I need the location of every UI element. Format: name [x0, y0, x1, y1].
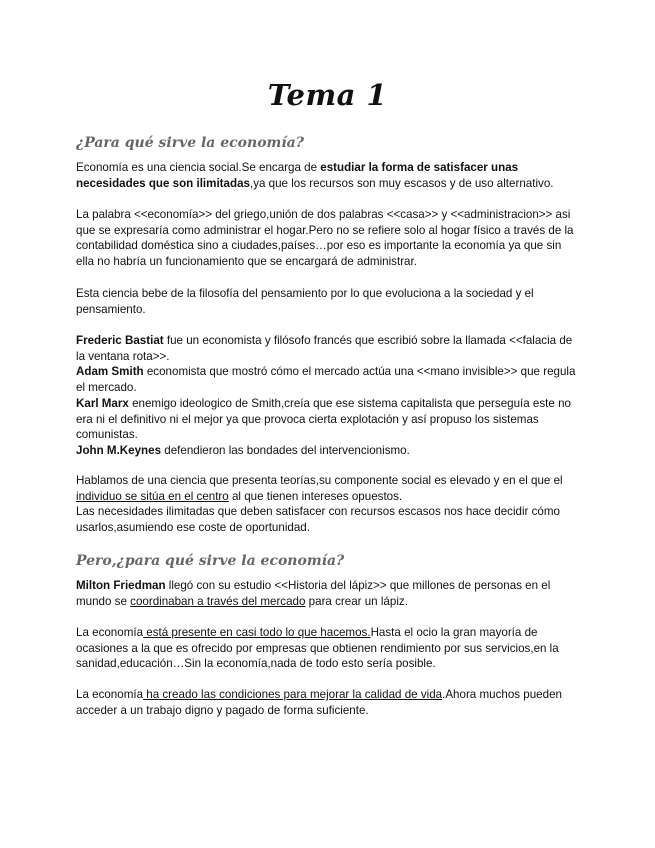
paragraph-friedman [76, 578, 576, 609]
economist-description: economista que mostró cómo el mercado actúa una <<mano invisible>> que regula el mercado. [76, 365, 576, 395]
economists-list [76, 333, 576, 459]
list-item [76, 364, 576, 395]
underlined-text: ha creado las condiciones para mejorar la calidad de vida [143, 688, 443, 701]
section-heading-2: Pero,¿para qué sirve la economía? [76, 553, 345, 569]
page-title: Tema 1 [267, 78, 388, 112]
underlined-text: coordinaban a través del mercado [130, 594, 306, 608]
underlined-text: está presente en casi todo lo que hacemos. [143, 626, 371, 639]
text-line-group: Las necesidades ilimitadas que deben satisfacer con recursos escasos nos hace decidir cómo usarlos,asumiendo ese coste de oportunidad. [76, 505, 560, 535]
paragraph-definition [76, 160, 576, 191]
section-heading-1: ¿Para qué sirve la economía? [76, 135, 304, 151]
economist-description: defendieron las bondades del intervencionismo. [161, 443, 410, 457]
economist-name: Adam Smith [76, 365, 144, 379]
text-run: al que tienen intereses opuestos. [228, 489, 403, 503]
economist-name: Milton Friedman [76, 579, 166, 592]
economist-name: Karl Marx [76, 396, 129, 410]
text-run: La economía [76, 626, 144, 639]
underlined-text: individuo se sitúa en el centro [76, 489, 229, 503]
text-run: Economía es una ciencia social.Se encarga de [76, 161, 321, 174]
economist-name: John M.Keynes [76, 443, 162, 457]
list-item [76, 396, 576, 443]
text-run: llegó con su estudio <<Historia del lápiz>> que millones de personas en el mundo se [76, 579, 551, 608]
text-run: Hablamos de una ciencia que presenta teorías,su componente social es elevado y en el que el [76, 474, 563, 487]
text-run: para crear un lápiz. [305, 594, 408, 608]
paragraph-philosophy: Esta ciencia bebe de la filosofía del pensamiento por lo que evoluciona a la sociedad y el pensamiento. [76, 287, 534, 316]
paragraph-quality-of-life [76, 687, 576, 718]
text-run: La economía [76, 688, 144, 701]
economist-description: enemigo ideologico de Smith,creía que ese sistema capitalista que perseguía este no era ni el definitivo ni el mejor ya que provoca cierta explotación y así propuso los sistemas comunistas. [76, 396, 571, 442]
list-item [76, 443, 576, 459]
bold-text: estudiar la forma de satisfacer unas necesidades que son ilimitadas [76, 161, 519, 190]
economist-description: fue un economista y filósofo francés que escribió sobre la llamada <<falacia de la ventana rota>>. [76, 334, 573, 363]
economist-name: Frederic Bastiat [76, 334, 164, 347]
paragraph-everyday-economy [76, 625, 576, 672]
list-item [76, 333, 576, 364]
text-line-group [76, 473, 576, 504]
text-run: ,ya que los recursos son muy escasos y de uso alternativo. [249, 176, 554, 190]
text-run: Hasta el ocio la gran mayoría de ocasiones a la que es ofrecido por empresas que obtienen rendimiento por sus servicios,en la sanidad,educación…Sin la economía,nada de todo esto sería posible. [76, 626, 559, 671]
text-run: .Ahora muchos pueden acceder a un trabajo digno y pagado de forma suficiente. [76, 688, 562, 717]
paragraph-etymology: La palabra <<economía>> del griego,unión de dos palabras <<casa>> y <<administracion>> asi que se expresaría como administrar el hogar.Pero no se refiere solo al hogar físico a través de la contabilidad doméstica sino a ciudades,países…por eso es importante la economía ya que sin ella no habría un funcionamiento que se encargará de administrar. [76, 208, 574, 269]
paragraph-social-science [76, 473, 576, 536]
